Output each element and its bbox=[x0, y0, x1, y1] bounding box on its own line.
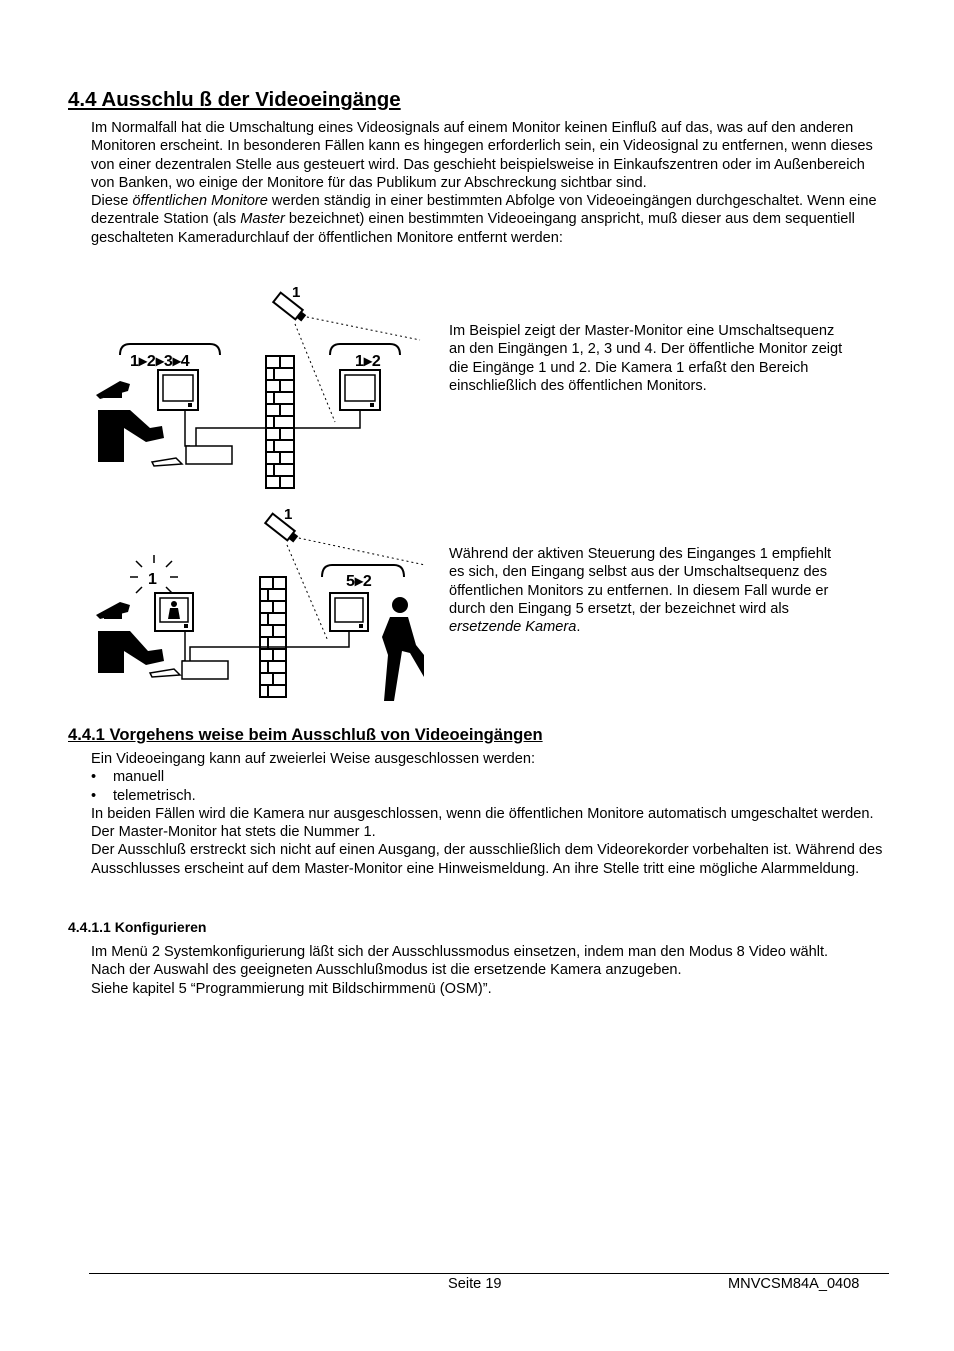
control-unit-icon bbox=[182, 661, 228, 679]
document-id: MNVCSM84A_0408 bbox=[728, 1276, 860, 1292]
keyboard-icon bbox=[150, 669, 180, 677]
bullet-icon: • bbox=[91, 769, 97, 786]
list-item: • manuell bbox=[91, 769, 165, 786]
guard-icon bbox=[96, 602, 164, 673]
wall-icon bbox=[266, 356, 294, 488]
public-sequence: 1▸2 bbox=[355, 353, 381, 370]
public-monitor-icon bbox=[340, 370, 380, 410]
bullet-icon: • bbox=[91, 787, 97, 804]
section-lead: Ein Videoeingang kann auf zweierlei Weise ausgeschlossen werden: bbox=[91, 751, 536, 767]
section-paragraph-1: In beiden Fällen wird die Kamera nur ausgeschlossen, wenn die öffentlichen Monitore automatisch umgeschaltet werden. Der Master-Monitor hat stets die Nummer 1. bbox=[91, 805, 874, 841]
subsection-text bbox=[91, 943, 891, 998]
figure2-caption: Während der aktiven Steuerung des Einganges 1 empfiehlt es sich, den Eingang selbst aus der Umschaltsequenz des öffentlichen Monitors zu entfernen. In diesem Fall wurde er durch den Eingang 5 ersetzt, der bezeichnet wird als ersetzende Kamera. bbox=[449, 546, 832, 636]
keyboard-icon bbox=[152, 458, 182, 466]
subsection-paragraph-1: Im Menü 2 Systemkonfigurierung läßt sich der Ausschlussmodus einsetzen, indem man den Modus 8 Video wählt. bbox=[91, 944, 829, 960]
footer-rule bbox=[89, 1273, 889, 1274]
public-sequence: 5▸2 bbox=[346, 573, 372, 590]
section-heading: 4.4 Ausschlu ß der Videoeingänge bbox=[68, 88, 401, 111]
intro-paragraph-1: Im Normalfall hat die Umschaltung eines Videosignals auf einem Monitor keinen Einfluß auf das, was auf den anderen Monitoren erscheint. In besonderen Fällen kann es hingegen erforderlich sein, ein Videosignal zu entfernen, wenn dieses von einer dezentralen Stelle aus gesteuert wird. Das geschieht beispielsweise in Einkaufszentren oder im Außenbereich von Banken, wo einige der Monitore für das Publikum zur Abschreckung sichtbar sind. bbox=[91, 120, 873, 191]
camera-number: 1 bbox=[284, 506, 293, 523]
subsection-heading: 4.4.1 Vorgehens weise beim Ausschluß von Videoeingängen bbox=[68, 725, 543, 744]
section-paragraph-2: Der Ausschluß erstreckt sich nicht auf einen Ausgang, der ausschließlich dem Videorekorder vorbehalten ist. Während des Ausschlusses erscheint auf dem Master-Monitor eine Hinweismeldung. An ihre Stelle tritt eine mögliche Alarmmeldung. bbox=[91, 842, 883, 877]
camera-icon bbox=[265, 514, 299, 544]
active-input: 1 bbox=[148, 571, 157, 588]
master-sequence: 1▸2▸3▸4 bbox=[130, 353, 190, 370]
wall-icon bbox=[260, 577, 286, 697]
intro-text bbox=[91, 119, 891, 247]
figure-master-public-monitors bbox=[90, 280, 440, 495]
page-number: Seite 19 bbox=[448, 1276, 502, 1292]
subsection-paragraph-2: Nach der Auswahl des geeigneten Ausschlußmodus ist die ersetzende Kamera anzugeben. bbox=[91, 962, 682, 979]
subsection-paragraph-3: Siehe kapitel 5 “Programmierung mit Bildschirmmenü (OSM)”. bbox=[91, 980, 492, 997]
control-unit-icon bbox=[186, 446, 232, 464]
list-item: • telemetrisch. bbox=[91, 787, 196, 804]
subsubsection-heading: 4.4.1.1 Konfigurieren bbox=[68, 919, 207, 935]
master-monitor-icon bbox=[158, 370, 198, 410]
intro-paragraph-2: Diese öffentlichen Monitore werden ständig in einer bestimmten Abfolge von Videoeingängen durchgeschaltet. Wenn eine dezentrale Station (als Master bezeichnet) einen bestimmten Videoeingang anspricht, muß dieser aus dem sequentiell geschalteten Kameradurchlauf der öffentlichen Monitore entfernt werden: bbox=[91, 193, 877, 246]
section-text bbox=[91, 750, 891, 878]
walking-person-icon bbox=[382, 597, 424, 701]
figure1-caption: Im Beispiel zeigt der Master-Monitor eine Umschaltsequenz an den Eingängen 1, 2, 3 und 4. Der öffentliche Monitor zeigt die Eingänge 1 und 2. Die Kamera 1 erfaßt den Bereich einschließlich des öffentlichen Monitors. bbox=[449, 323, 843, 394]
master-monitor-icon bbox=[155, 593, 193, 631]
guard-icon bbox=[96, 381, 164, 462]
camera-number: 1 bbox=[292, 284, 301, 301]
camera-icon bbox=[273, 293, 307, 323]
figure-replacement-camera bbox=[90, 505, 425, 705]
public-monitor-icon bbox=[330, 593, 368, 631]
